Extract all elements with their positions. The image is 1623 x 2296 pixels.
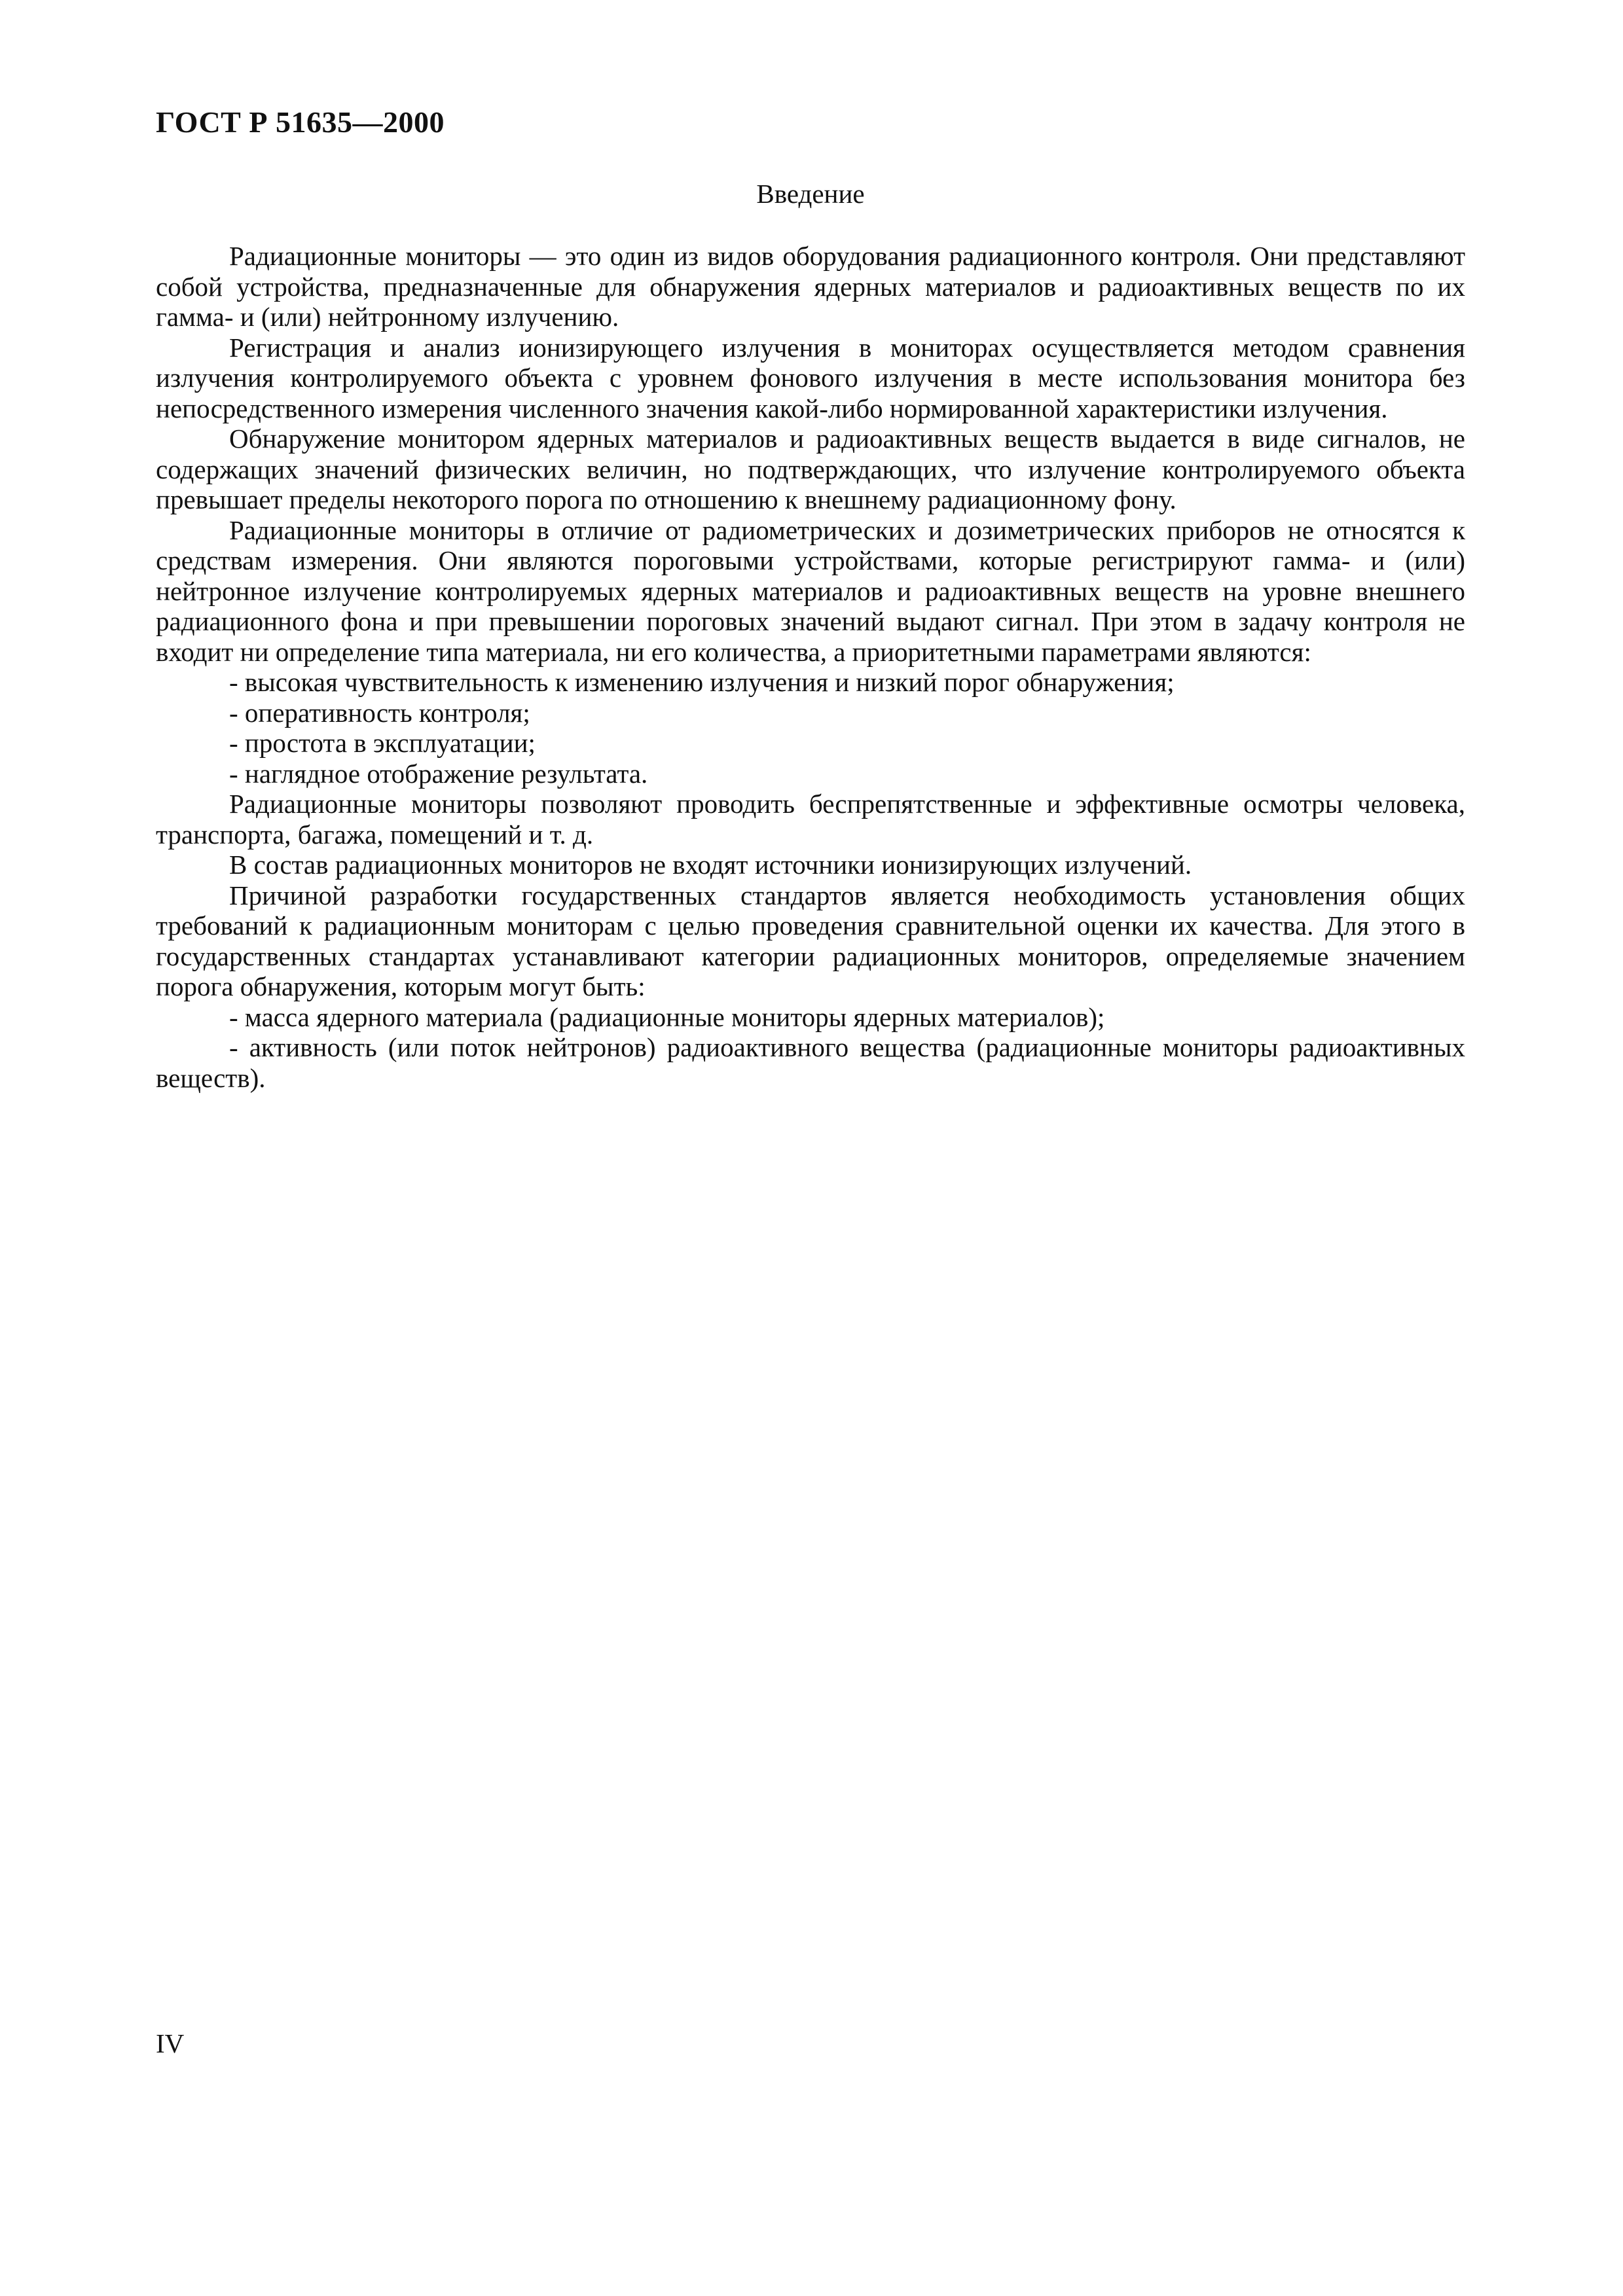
- page-number: IV: [156, 2028, 185, 2058]
- standard-designation: ГОСТ Р 51635—2000: [156, 105, 445, 139]
- paragraph: Причиной разработки государственных стандартов является необходимость установления общих требований к радиационным мониторам с целью проведения сравнительной оценки их качества. Для этого в государственных стандартах устанавливают категории радиационных мониторов, определяемые значением порога обнаружения, которым могут быть:: [156, 880, 1465, 1001]
- list-item: - активность (или поток нейтронов) радиоактивного вещества (радиационные мониторы радиоактивных веществ).: [156, 1032, 1465, 1093]
- paragraph: Радиационные мониторы в отличие от радиометрических и дозиметрических приборов не относятся к средствам измерения. Они являются пороговыми устройствами, которые регистрируют гамма- и (или) нейтронное излучение контролируемых ядерных материалов и радиоактивных веществ на уровне внешнего радиационного фона и при превышении пороговых значений выдают сигнал. При этом в задачу контроля не входит ни определение типа материала, ни его количества, а приоритетными параметрами являются:: [156, 514, 1465, 667]
- section-title: Введение: [756, 179, 865, 209]
- paragraph: Радиационные мониторы позволяют проводить беспрепятственные и эффективные осмотры человека, транспорта, багажа, помещений и т. д.: [156, 789, 1465, 850]
- body-text: [156, 241, 1465, 1093]
- paragraph: Радиационные мониторы — это один из видов оборудования радиационного контроля. Они представляют собой устройства, предназначенные для обнаружения ядерных материалов и радиоактивных веществ по их гамма- и (или) нейтронному излучению.: [156, 241, 1465, 332]
- list-item: - оперативность контроля;: [229, 697, 530, 728]
- paragraph: В состав радиационных мониторов не входят источники ионизирующих излучений.: [229, 850, 1192, 880]
- list-item: - наглядное отображение результата.: [229, 758, 648, 789]
- list-item: - высокая чувствительность к изменению излучения и низкий порог обнаружения;: [229, 667, 1175, 697]
- list-item: - простота в эксплуатации;: [229, 728, 536, 758]
- paragraph: Регистрация и анализ ионизирующего излучения в мониторах осуществляется методом сравнения излучения контролируемого объекта с уровнем фонового излучения в месте использования монитора без непосредственного измерения численного значения какой-либо нормированной характеристики излучения.: [156, 332, 1465, 423]
- paragraph: Обнаружение монитором ядерных материалов и радиоактивных веществ выдается в виде сигналов, не содержащих значений физических величин, но подтверждающих, что излучение контролируемого объекта превышает пределы некоторого порога по отношению к внешнему радиационному фону.: [156, 423, 1465, 514]
- list-item: - масса ядерного материала (радиационные мониторы ядерных материалов);: [229, 1001, 1105, 1032]
